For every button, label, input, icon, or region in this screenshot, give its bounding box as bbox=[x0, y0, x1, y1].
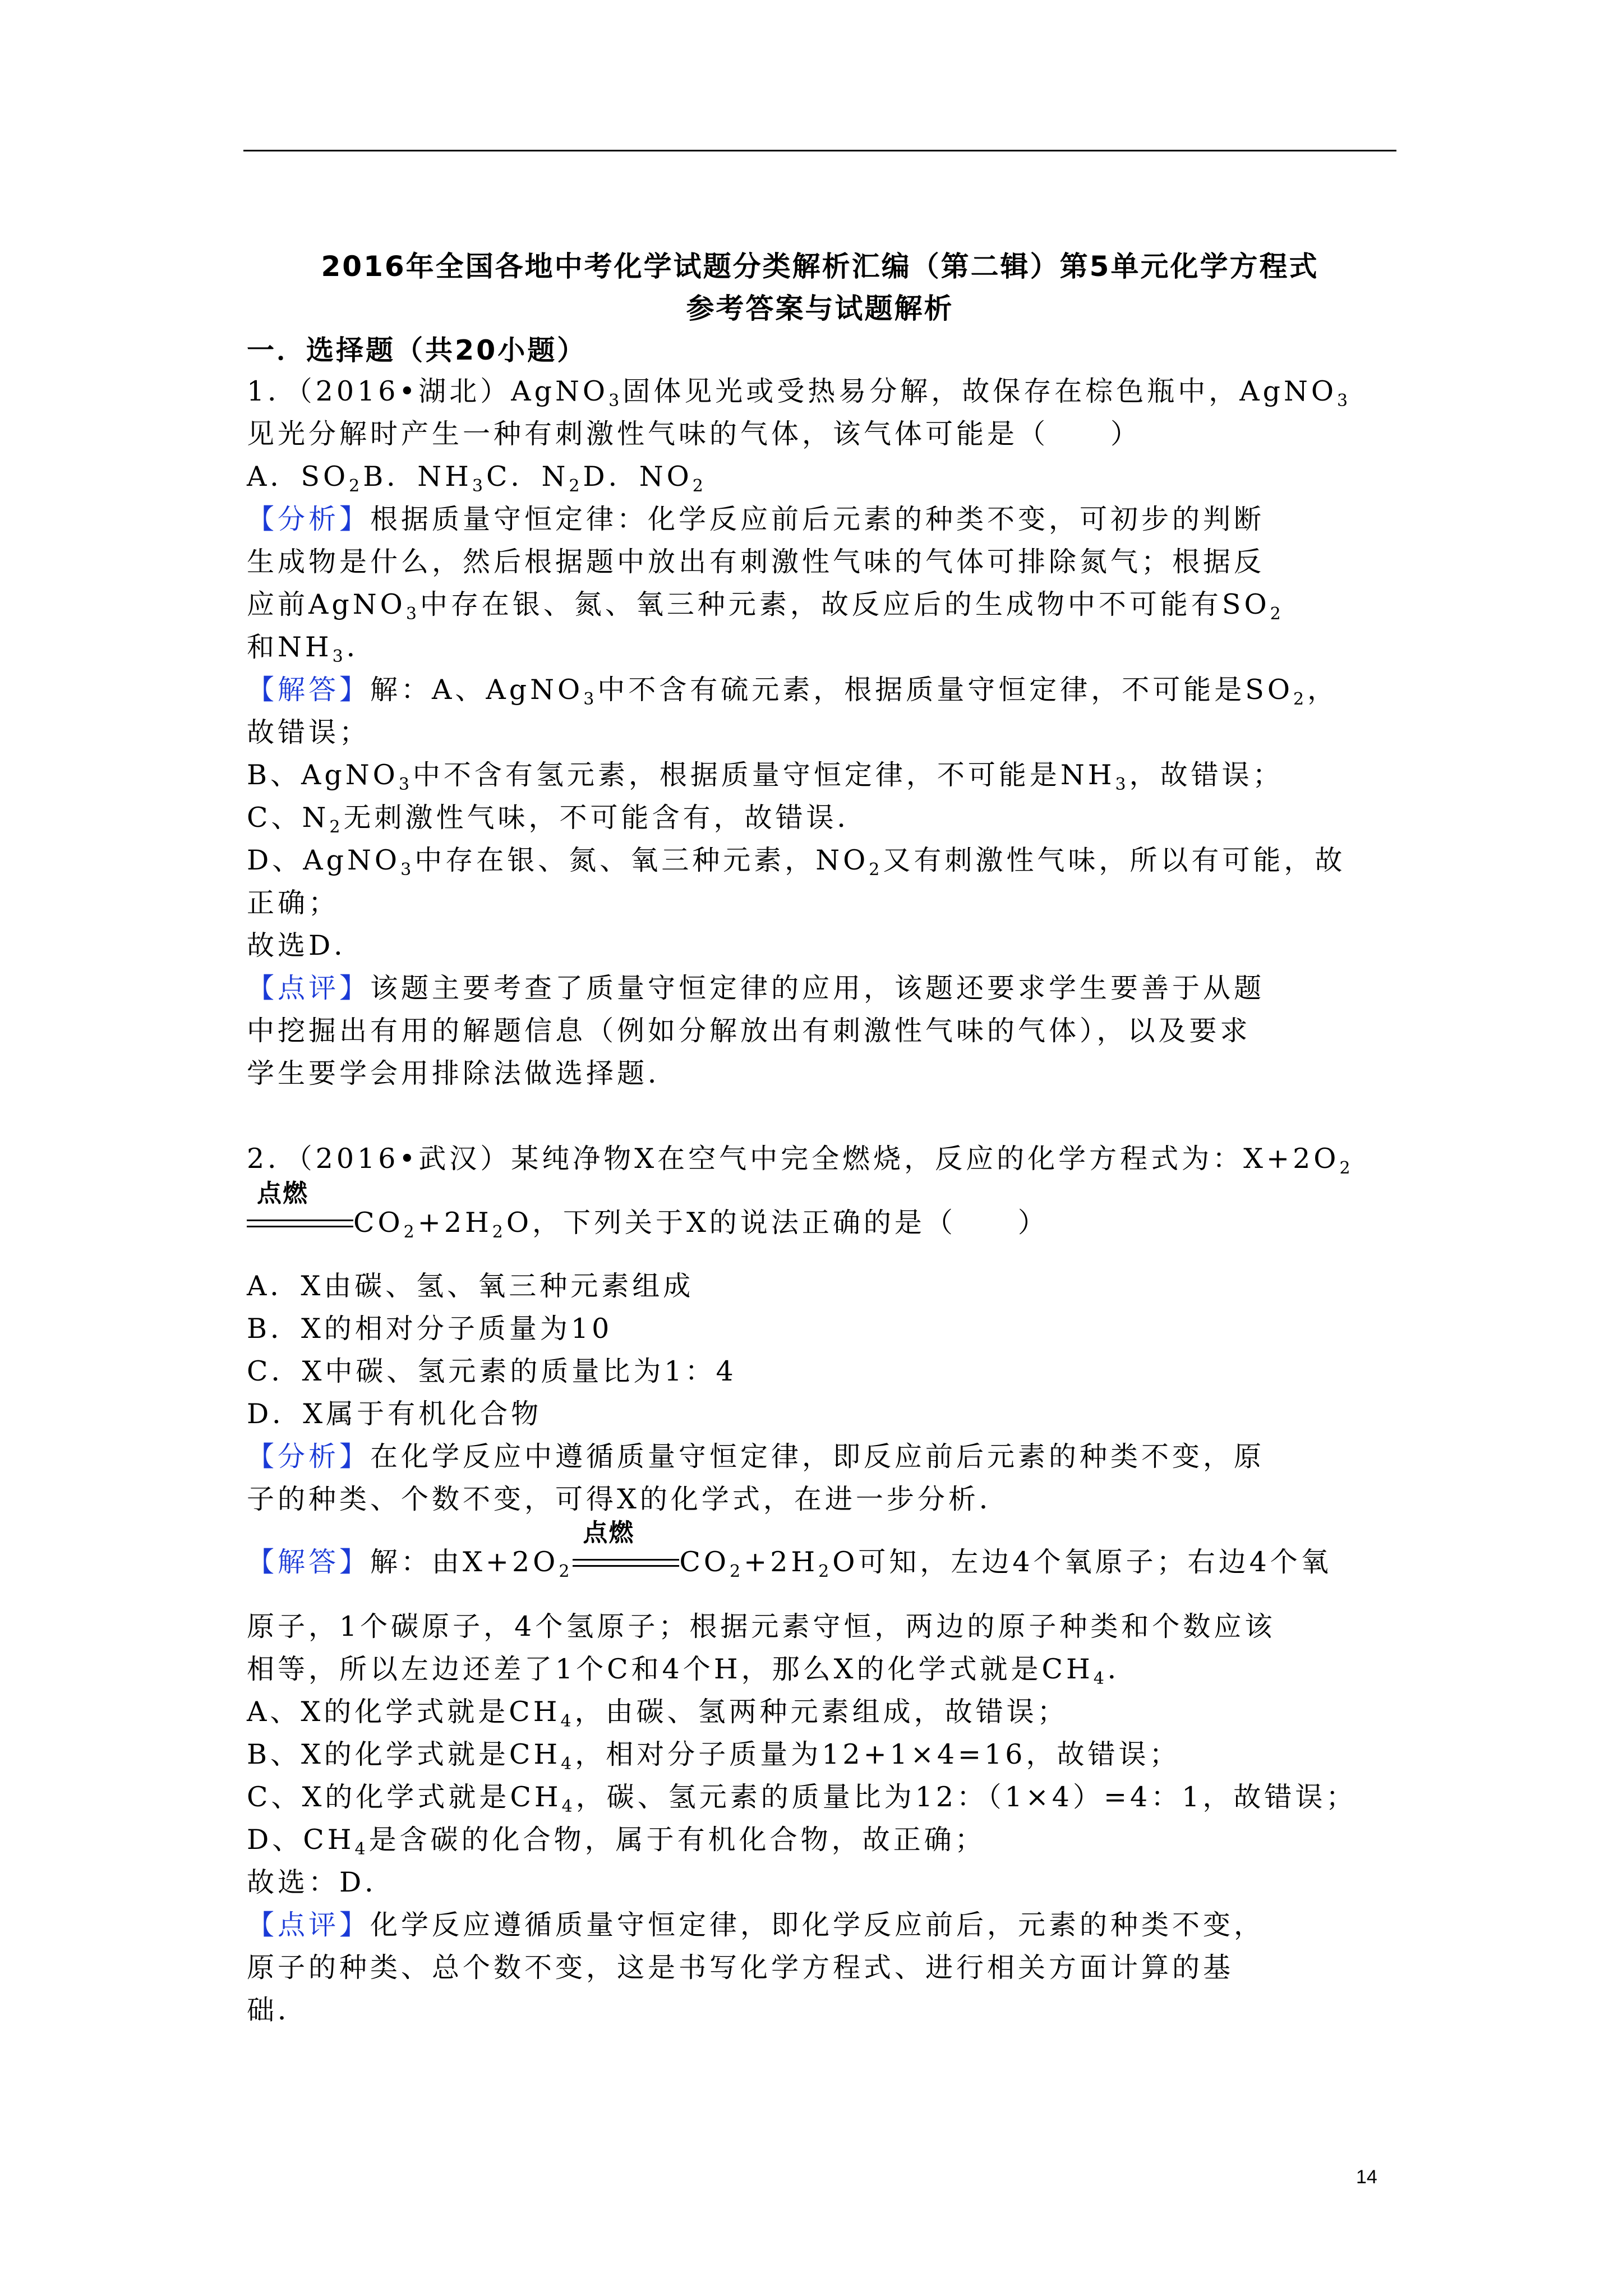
q1-analysis: 【分析】根据质量守恒定律：化学反应前后元素的种类不变，可初步的判断 bbox=[247, 503, 1265, 535]
q2-answer-line8: 故选：D． bbox=[247, 1866, 396, 1898]
q1-answer-line5: D、AgNO$_3$中存在银、氮、氧三种元素，$NO_2$又有刺激性气味，所以有可能，故 bbox=[247, 844, 1346, 880]
q1-analysis-line3: 应前AgNO$_3$中存在银、氮、氧三种元素，故反应后的生成物中不可能有$SO_2$ bbox=[247, 588, 1284, 624]
analysis-tag: 【分析】 bbox=[247, 503, 371, 535]
q2-comment: 【点评】化学反应遵循质量守恒定律，即化学反应前后，元素的种类不变， bbox=[247, 1909, 1265, 1941]
answer-tag: 【解答】 bbox=[247, 1546, 371, 1578]
q1-answer-line6: 正确； bbox=[247, 887, 340, 919]
comment-tag: 【点评】 bbox=[247, 972, 371, 1004]
q1-answer-line3: B、AgNO$_3$中不含有氢元素，根据质量守恒定律，不可能是$NH_3$，故错误； bbox=[247, 759, 1284, 794]
q2-answer-line3: 相等，所以左边还差了1个C和4个H，那么X的化学式就是$CH_4$． bbox=[247, 1653, 1138, 1688]
condition-label: 点燃 bbox=[257, 1179, 308, 1208]
q2-stem-line1: 2．（2016•武汉）某纯净物X在空气中完全燃烧，反应的化学方程式为：$X+2O_2$ bbox=[247, 1143, 1354, 1178]
q2-option-c: C．X中碳、氢元素的质量比为1：4 bbox=[247, 1355, 737, 1387]
q1-comment: 【点评】该题主要考查了质量守恒定律的应用，该题还要求学生要善于从题 bbox=[247, 972, 1265, 1004]
q2-answer-line4: A、X的化学式就是$CH_4$，由碳、氢两种元素组成，故错误； bbox=[247, 1696, 1068, 1731]
q1-stem-line1: 1．（2016•湖北）AgNO$_3$固体见光或受热易分解，故保存在棕色瓶中，AgNO$_3$ bbox=[247, 375, 1352, 411]
comment-tag: 【点评】 bbox=[247, 1909, 371, 1941]
q1-answer-line2: 故错误； bbox=[247, 716, 371, 748]
q2-option-b: B．X的相对分子质量为10 bbox=[247, 1313, 613, 1345]
reaction-condition-arrow bbox=[247, 1179, 353, 1232]
q2-answer-line5: B、X的化学式就是$CH_4$，相对分子质量为12+1×4=16，故错误； bbox=[247, 1738, 1181, 1774]
q2-answer-line2: 原子，1个碳原子，4个氢原子；根据元素守恒，两边的原子种类和个数应该 bbox=[247, 1611, 1276, 1642]
q1-stem-line2: 见光分解时产生一种有刺激性气味的气体，该气体可能是（ ） bbox=[247, 418, 1142, 450]
analysis-tag: 【分析】 bbox=[247, 1441, 371, 1473]
q1-analysis-line4: 和$NH_3$． bbox=[247, 631, 377, 666]
document-subtitle: 参考答案与试题解析 bbox=[686, 292, 954, 325]
q2-analysis: 【分析】在化学反应中遵循质量守恒定律，即反应前后元素的种类不变，原 bbox=[247, 1441, 1265, 1473]
document-title: 2016年全国各地中考化学试题分类解析汇编（第二辑）第5单元化学方程式 bbox=[321, 250, 1319, 283]
q1-comment-line2: 中挖掘出有用的解题信息（例如分解放出有刺激性气味的气体），以及要求 bbox=[247, 1015, 1251, 1047]
q2-answer-line7: D、$CH_4$是含碳的化合物，属于有机化合物，故正确； bbox=[247, 1824, 986, 1859]
q1-answer-line7: 故选D． bbox=[247, 930, 365, 961]
q2-comment-line2: 原子的种类、总个数不变，这是书写化学方程式、进行相关方面计算的基 bbox=[247, 1952, 1234, 1984]
q2-answer-line6: C、X的化学式就是$CH_4$，碳、氢元素的质量比为12：（1×4）=4：1，故错误； bbox=[247, 1781, 1357, 1816]
q1-options: A．$SO_2B$．$NH_3C$．$N_2D$．$NO_2$ bbox=[247, 461, 707, 496]
answer-tag: 【解答】 bbox=[247, 674, 371, 706]
condition-label: 点燃 bbox=[583, 1519, 635, 1547]
q2-option-a: A．X由碳、氢、氧三种元素组成 bbox=[247, 1270, 694, 1302]
q1-answer-line4: C、$N_2$无刺激性气味，不可能含有，故错误． bbox=[247, 802, 868, 837]
q1-answer: 【解答】解：A、AgNO$_3$中不含有硫元素，根据质量守恒定律，不可能是$SO_2$， bbox=[247, 674, 1339, 709]
q1-analysis-line2: 生成物是什么，然后根据题中放出有刺激性气味的气体可排除氮气；根据反 bbox=[247, 546, 1265, 578]
q2-answer: 【解答】解：由$X+2O_2$ 点燃 $CO_2+2H_2O$可知，左边4个氧原子；右边4个氧 bbox=[247, 1545, 1332, 1579]
reaction-condition-arrow bbox=[573, 1519, 679, 1571]
q2-option-d: D．X属于有机化合物 bbox=[247, 1398, 542, 1430]
page-number: 14 bbox=[1356, 2166, 1377, 2188]
section-heading: 一．选择题（共20小题） bbox=[247, 334, 587, 366]
q2-comment-line3: 础． bbox=[247, 1994, 309, 2026]
q2-stem-line2: 点燃 $CO_2+2H_2O$，下列关于X的说法正确的是（ ） bbox=[247, 1206, 1049, 1240]
header-rule bbox=[243, 150, 1396, 151]
q1-comment-line3: 学生要学会用排除法做选择题． bbox=[247, 1057, 679, 1089]
q2-analysis-line2: 子的种类、个数不变，可得X的化学式，在进一步分析． bbox=[247, 1483, 1010, 1515]
